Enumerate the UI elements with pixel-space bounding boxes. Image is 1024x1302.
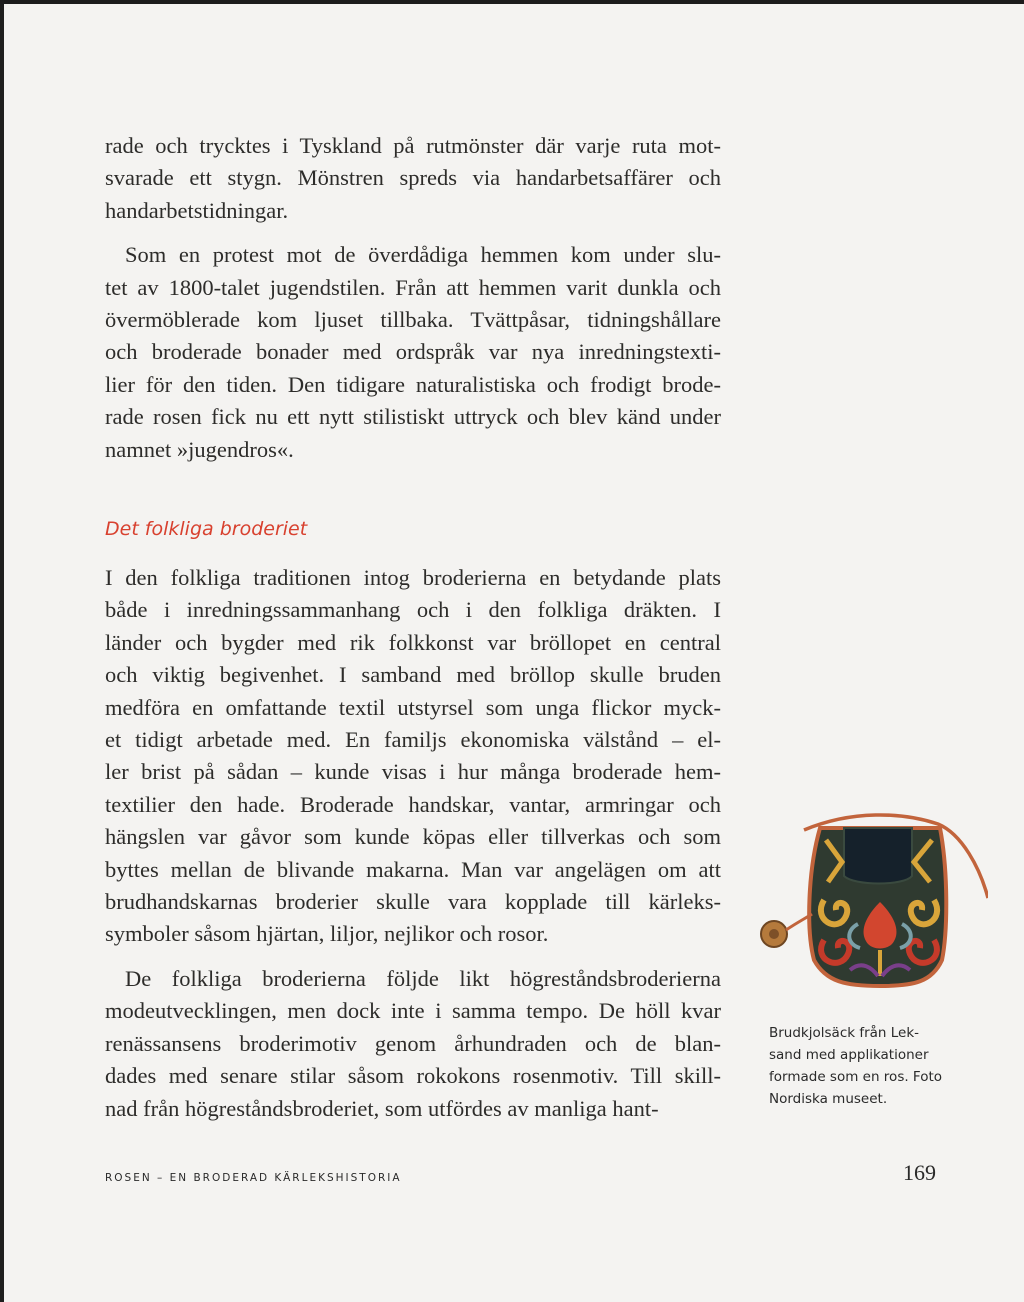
text-line: renässansens broderimotiv genom århundraden och de blan-: [105, 1030, 721, 1056]
body-text-top: [105, 130, 721, 466]
text-line: svarade ett stygn. Mönstren spreds via handarbetsaffärer och: [105, 165, 721, 191]
text-line: länder och bygder med rik folkkonst var bröllopet en central: [105, 629, 721, 655]
scan-left-edge: [0, 0, 4, 1302]
paragraph: [105, 963, 721, 1125]
text-line: både i inredningssammanhang och i den folkliga dräkten. I: [105, 597, 721, 623]
text-line: hängslen var gåvor som kunde köpas eller tillverkas och som: [105, 824, 721, 850]
text-line: modeutvecklingen, men dock inte i samma tempo. De höll kvar: [105, 998, 721, 1024]
text-line: lier för den tiden. Den tidigare naturalistiska och frodigt brode-: [105, 371, 721, 397]
text-line: och broderade bonader med ordspråk var nya inredningstexti-: [105, 339, 721, 365]
figure-caption: [769, 1022, 974, 1110]
paragraph: [105, 239, 721, 466]
text-line: namnet »jugendros«.: [105, 436, 294, 462]
body-text-section: [105, 562, 721, 1125]
text-line: tet av 1800-talet jugendstilen. Från att hemmen varit dunkla och: [105, 274, 721, 300]
text-line: och viktig begivenhet. I samband med bröllop skulle bruden: [105, 662, 721, 688]
text-line: handarbetstidningar.: [105, 197, 289, 223]
pouch-button-center: [769, 929, 779, 939]
caption-line: sand med applikationer: [769, 1047, 929, 1063]
text-line: rade rosen fick nu ett nytt stilistiskt uttryck och blev känd under: [105, 404, 721, 430]
text-line: nad från högreståndsbroderiet, som utfördes av manliga hant-: [105, 1095, 659, 1121]
running-title: ROSEN – EN BRODERAD KÄRLEKSHISTORIA: [105, 1172, 402, 1184]
text-line: ler brist på sådan – kunde visas i hur många broderade hem-: [105, 759, 721, 785]
text-line: textilier den hade. Broderade handskar, vantar, armringar och: [105, 791, 721, 817]
text-line: De folkliga broderierna följde likt högreståndsbroderierna: [125, 965, 721, 991]
caption-line: Brudkjolsäck från Lek-: [769, 1025, 920, 1041]
text-line: dades med senare stilar såsom rokokons rosenmotiv. Till skill-: [105, 1063, 721, 1089]
caption-line: Nordiska museet.: [769, 1091, 888, 1107]
paragraph: [105, 562, 721, 951]
text-line: övermöblerade kom ljuset tillbaka. Tvättpåsar, tidningshållare: [105, 307, 721, 333]
text-line: symboler såsom hjärtan, liljor, nejlikor och rosor.: [105, 921, 549, 947]
text-line: rade och trycktes i Tyskland på rutmönster där varje ruta mot-: [105, 133, 721, 158]
paragraph-gap: [105, 227, 721, 239]
paragraph-gap: [105, 951, 721, 963]
pouch-flap: [844, 828, 912, 884]
text-line: Som en protest mot de överdådiga hemmen kom under slu-: [125, 242, 721, 268]
page-number: 169: [903, 1160, 936, 1185]
caption-line: formade som en ros. Foto: [769, 1069, 943, 1085]
text-line: medföra en omfattande textil utstyrsel som unga flickor myck-: [105, 694, 721, 720]
section-heading: Det folkliga broderiet: [105, 518, 308, 540]
text-line: et tidigt arbetade med. En familjs ekonomiska välstånd – el-: [105, 727, 721, 753]
text-line: byttes mellan de blivande makarna. Man var angelägen om att: [105, 856, 721, 882]
scan-top-edge: [0, 0, 1024, 4]
text-line: brudhandskarnas broderier skulle vara kopplade till kärleks-: [105, 889, 721, 915]
paragraph: [105, 130, 721, 227]
text-line: I den folkliga traditionen intog broderierna en betydande plats: [105, 565, 721, 590]
bridal-pouch-figure: [742, 810, 988, 1000]
bridal-pouch-illustration: [742, 810, 988, 1000]
